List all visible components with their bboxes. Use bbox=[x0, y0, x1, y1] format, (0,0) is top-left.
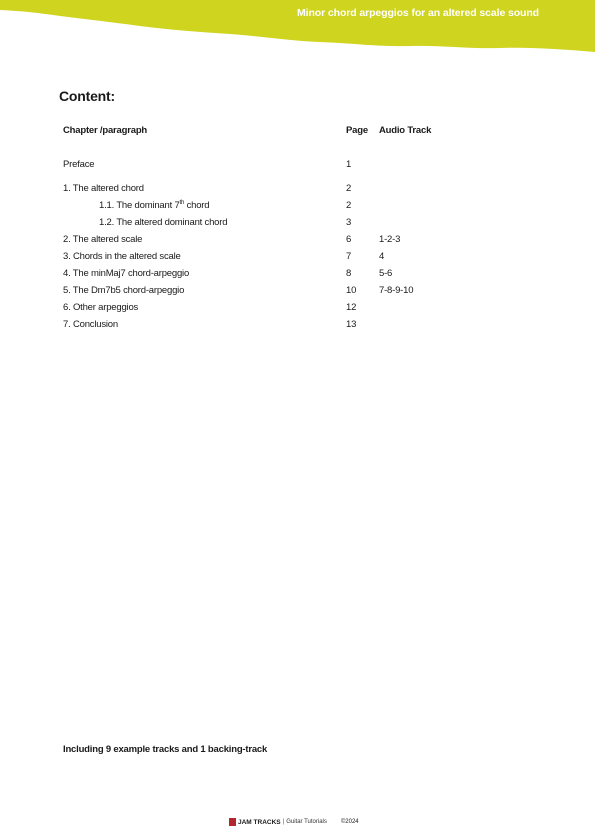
column-header-chapter: Chapter /paragraph bbox=[63, 125, 148, 136]
toc-title: 1.2. The altered dominant chord bbox=[99, 217, 228, 228]
toc-audio: 5-6 bbox=[379, 268, 393, 279]
toc-title: 2. The altered scale bbox=[63, 234, 143, 245]
toc-title: 7. Conclusion bbox=[63, 319, 118, 330]
toc-title-tail: chord bbox=[184, 200, 210, 211]
toc-audio: 7-8-9-10 bbox=[379, 285, 414, 296]
toc-page: 3 bbox=[346, 217, 352, 228]
toc-title: 3. Chords in the altered scale bbox=[63, 251, 181, 262]
toc-page: 6 bbox=[346, 234, 352, 245]
toc-row-chapter-2[interactable] bbox=[0, 234, 595, 248]
toc-row-chapter-7[interactable] bbox=[0, 319, 595, 333]
toc-page: 12 bbox=[346, 302, 357, 313]
toc-page: 8 bbox=[346, 268, 352, 279]
jam-tracks-logo-icon bbox=[229, 818, 236, 826]
toc-page: 7 bbox=[346, 251, 352, 262]
toc-row-section-1-2[interactable] bbox=[0, 217, 595, 231]
toc-row-section-1-1[interactable] bbox=[0, 200, 595, 214]
toc-page: 1 bbox=[346, 159, 352, 170]
header-banner bbox=[0, 0, 595, 60]
toc-row-chapter-5[interactable] bbox=[0, 285, 595, 299]
copyright: ©2024 bbox=[340, 819, 359, 825]
toc-page: 2 bbox=[346, 183, 352, 194]
toc-page: 10 bbox=[346, 285, 357, 296]
footer bbox=[229, 816, 359, 828]
brand-separator: | bbox=[282, 819, 285, 825]
brand-name: JAM TRACKS bbox=[238, 818, 281, 826]
toc-audio: 4 bbox=[379, 251, 385, 262]
toc-title: 6. Other arpeggios bbox=[63, 302, 139, 313]
toc-title bbox=[99, 200, 209, 211]
toc-page: 2 bbox=[346, 200, 352, 211]
toc-row-chapter-6[interactable] bbox=[0, 302, 595, 316]
column-header-audio: Audio Track bbox=[379, 125, 432, 136]
toc-title: 5. The Dm7b5 chord-arpeggio bbox=[63, 285, 185, 296]
content-heading: Content: bbox=[59, 88, 115, 104]
column-header-page: Page bbox=[346, 125, 368, 136]
brand-subtitle: Guitar Tutorials bbox=[286, 819, 327, 825]
toc-page: 13 bbox=[346, 319, 357, 330]
toc-row-chapter-3[interactable] bbox=[0, 251, 595, 265]
toc-audio: 1-2-3 bbox=[379, 234, 401, 245]
toc-row-chapter-1[interactable] bbox=[0, 183, 595, 197]
toc-row-preface[interactable] bbox=[0, 159, 595, 173]
toc-title-main: 1.1. The dominant 7 bbox=[99, 200, 180, 211]
toc-title: 4. The minMaj7 chord-arpeggio bbox=[63, 268, 190, 279]
document-title: Minor chord arpeggios for an altered scale sound bbox=[297, 7, 539, 19]
toc-title: 1. The altered chord bbox=[63, 183, 144, 194]
toc-title-superscript: th bbox=[179, 200, 185, 206]
toc-title: Preface bbox=[63, 159, 95, 170]
tracks-note: Including 9 example tracks and 1 backing-track bbox=[63, 744, 268, 755]
toc-row-chapter-4[interactable] bbox=[0, 268, 595, 282]
